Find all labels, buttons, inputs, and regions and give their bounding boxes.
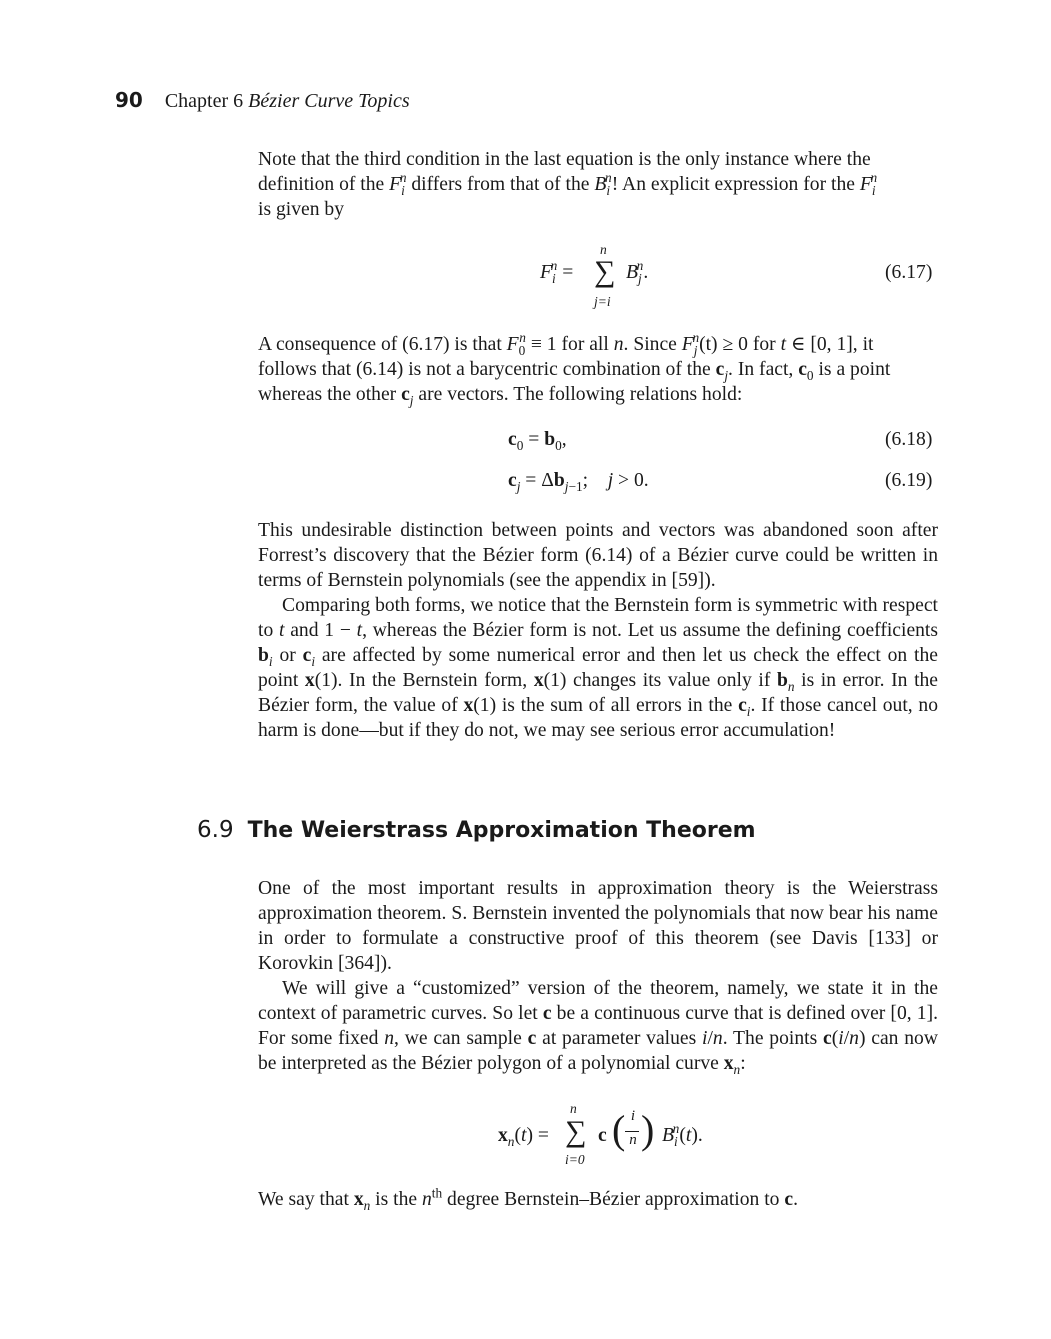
chapter-label: Chapter 6 xyxy=(164,90,244,112)
paragraph-intro xyxy=(258,147,938,222)
section-heading xyxy=(197,817,756,843)
line-2: definition of the $F_i^n$ differs from that of the $B_i^n$! An explicit expression for the $F_i^n$ xyxy=(258,170,878,198)
line-3: whereas the other $c_j$ are vectors. The following relations hold: xyxy=(258,384,743,408)
paragraph-conclusion: We say that $x_n$ is the $n^{th}$ degree Bernstein–Bézier approximation to c. xyxy=(258,1185,798,1213)
line-1: Note that the third condition in the last equation is the only instance where the xyxy=(258,149,871,170)
equation-number: (6.17) xyxy=(885,262,933,283)
line-2: follows that (6.14) is not a barycentric combination of the $c_j$. In fact, $c_0$ is a point xyxy=(258,359,891,383)
paragraph-consequence xyxy=(258,332,938,407)
section-title: The Weierstrass Approximation Theorem xyxy=(247,818,756,843)
section-number: 6.9 xyxy=(197,817,234,843)
running-header xyxy=(115,88,410,113)
page-number: 90 xyxy=(115,88,143,112)
chapter-title: Bézier Curve Topics xyxy=(248,90,410,112)
paragraph-weierstrass: One of the most important results in approximation theory is the Weierstrass approximation theorem. S. Bernstein invented the polynomials that now bear his name in order to formulate a constructive proof of this theorem (see Davis [133] or Korovkin [364]). We will give a “customized” version of the theorem, namely, we state it in the context of parametric curves. So let c be a continuous curve that is defined over [0, 1]. For some fixed n, we can sample c at parameter values i/n. The points c(i/n) can now be interpreted as the Bézier polygon of a polynomial curve $x_n$: xyxy=(258,878,939,1077)
paragraph-customized: We will give a “customized” version of the theorem, namely, we state it in the context of parametric curves. So let c be a continuous curve that is defined over [0, 1]. For some fixed n, we can sample c at parameter values i/n. The points c(i/n) can now be interpreted as the Bézier polygon of a polynomial curve $x_n$: xyxy=(258,978,939,1077)
line-3: is given by xyxy=(258,199,344,220)
equation-number: (6.19) xyxy=(885,470,933,491)
line-1: A consequence of (6.17) is that $F_0^n \equiv 1$ for all n. Since $F_j^n(t) \ge 0$ for t ∈ [0, 1], it xyxy=(258,330,874,358)
equation-number: (6.18) xyxy=(885,429,933,450)
paragraph-distinction: This undesirable distinction between points and vectors was abandoned soon after Forrest’s discovery that the Bézier form (6.14) of a Bézier curve could be written in terms of Bernstein polynomials (see the appendix in [59]). Comparing both forms, we notice that the Bernstein form is symmetric with respect to t and 1 − t, whereas the Bézier form is not. Let us assume the defining coefficients $b_i$ or $c_i$ are affected by some numerical error and then let us check the effect on the point x(1). In the Bernstein form, x(1) changes its value only if $b_n$ is in error. In the Bézier form, the value of x(1) is the sum of all errors in the $c_i$. If those cancel out, no harm is done—but if they do not, we may see serious error accumulation! xyxy=(258,520,939,741)
paragraph-comparing: Comparing both forms, we notice that the Bernstein form is symmetric with respect to t and 1 − t, whereas the Bézier form is not. Let us assume the defining coefficients $b_i$ or $c_i$ are affected by some numerical error and then let us check the effect on the point x(1). In the Bernstein form, x(1) changes its value only if $b_n$ is in error. In the Bézier form, the value of x(1) is the sum of all errors in the $c_i$. If those cancel out, no harm is done—but if they do not, we may see serious error accumulation! xyxy=(258,595,939,741)
